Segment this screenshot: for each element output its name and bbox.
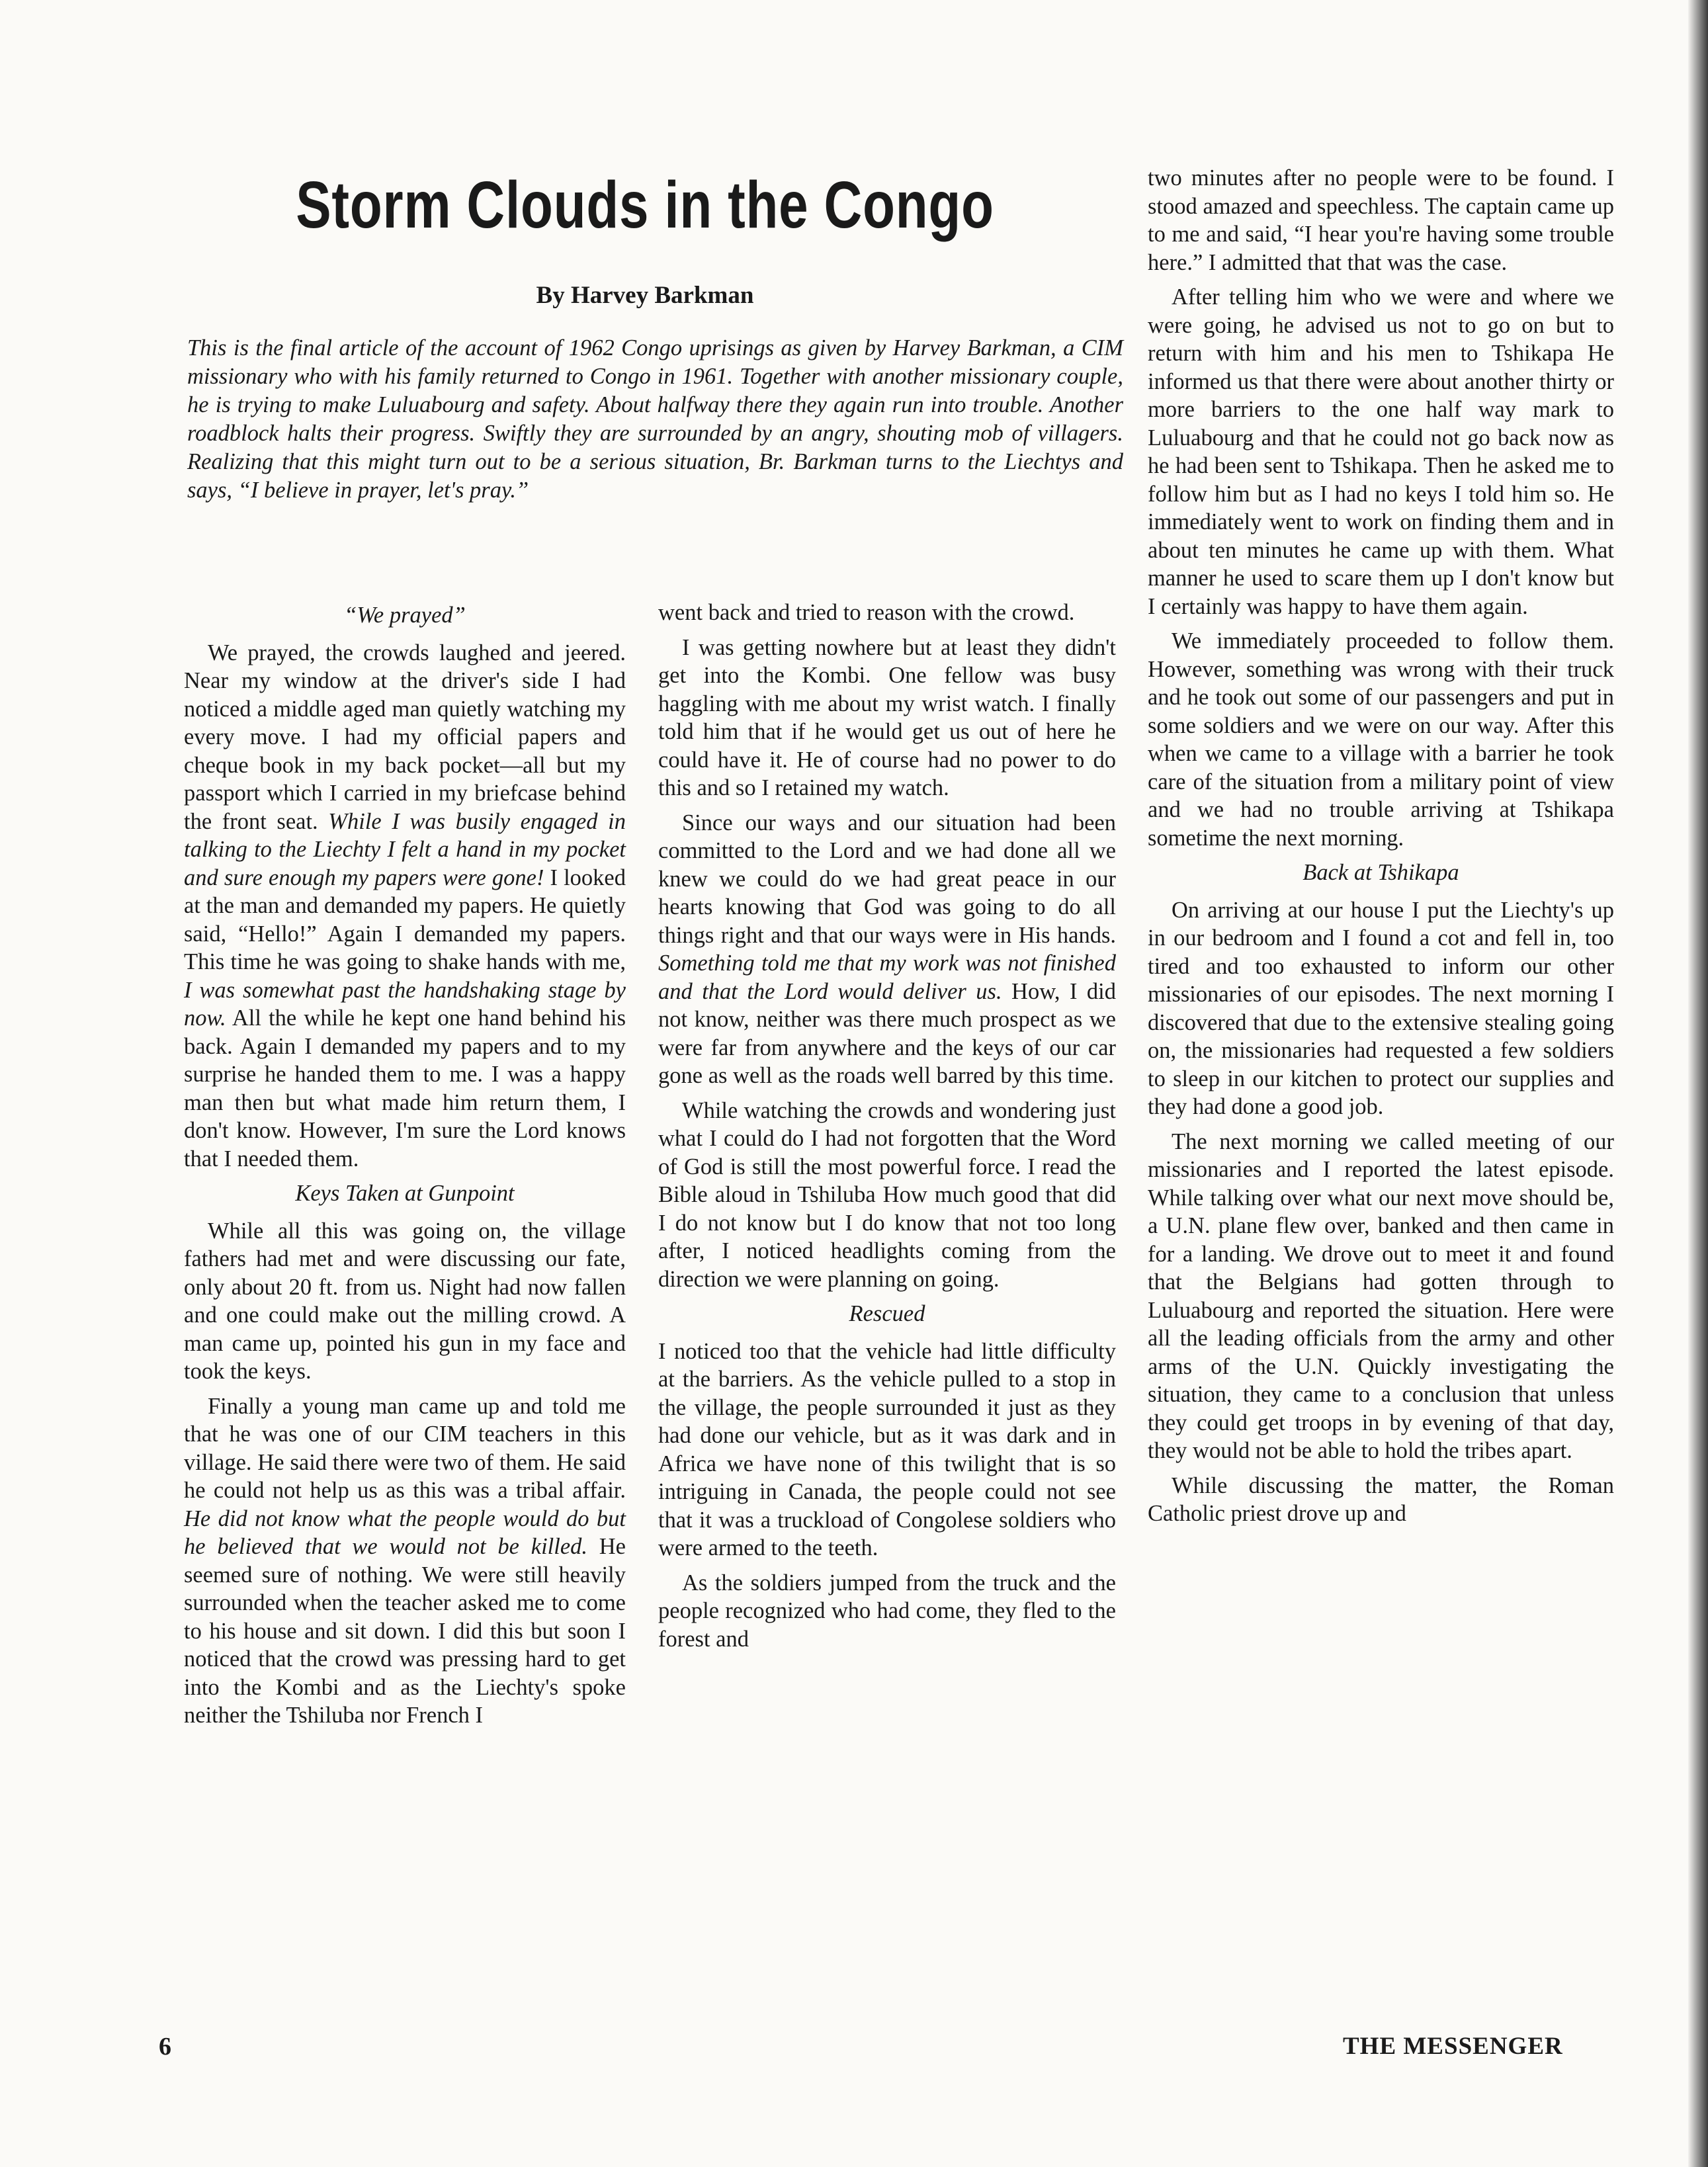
paragraph <box>658 809 1116 1090</box>
paragraph: After telling him who we were and where we were going, he advised us not to go on but to return with him and his men to Tshikapa He informed us that there were about another thirty or more barriers to the one half way mark to Luluabourg and that he could not go back now as he had been sent to Tshikapa. Then he asked me to follow him but as I had no keys I told him so. He immediately went to work on finding them and in about ten minutes he came up with them. What manner he used to scare them up I don't know but I certainly was happy to have them again. <box>1148 284 1614 619</box>
subheading-back-at-tshikapa: Back at Tshikapa <box>1302 860 1459 885</box>
paragraph: On arriving at our house I put the Liechty's up in our bedroom and I found a cot and fell in, too tired and too exhausted to inform our other missionaries of our episodes. The next morning I discovered that due to the extensive stealing going on, the missionaries had requested a few soldiers to sleep in our kitchen to protect our supplies and they had done a good job. <box>1148 897 1614 1119</box>
paragraph: I noticed too that the vehicle had little difficulty at the barriers. As the vehicle pulled to a stop in the village, the people surrounded it just as they had done our vehicle, but as it was dark and in Africa we have none of this twilight that is so intriguing in Canada, the people could not see that it was a truckload of Congolese soldiers who were armed to the teeth. <box>658 1338 1116 1560</box>
paragraph: While discussing the matter, the Roman Catholic priest drove up and <box>1148 1472 1614 1526</box>
text-run-italic: He did not know what the people would do but he believed that we would not be killed. <box>184 1506 626 1559</box>
paragraph: As the soldiers jumped from the truck and the people recognized who had come, they fled to the forest and <box>658 1570 1116 1652</box>
subheading-we-prayed: “We prayed” <box>344 603 466 628</box>
text-run: Since our ways and our situation had been committed to the Lord and we had done all we knew we could do we had great peace in our hearts knowing that God was going to do all things right and that our ways were in His hands. <box>658 810 1116 948</box>
text-run: How, I did not know, neither was there much prospect as we were far from anywhere and the keys of our car gone as well as the roads well barred by this time. <box>658 978 1116 1088</box>
subheading-keys-taken: Keys Taken at Gunpoint <box>295 1181 515 1206</box>
column-2 <box>658 599 1116 1660</box>
text-run-italic: While I was busily engaged in talking to the Liechty I felt a hand in my pocket and sure enough my papers were gone! <box>184 808 626 890</box>
page-edge-shadow <box>1688 0 1708 2167</box>
paragraph: The next morning we called meeting of our missionaries and I reported the latest episode. While talking over what our next move should be, a U.N. plane flew over, banked and then came in for a landing. We drove out to meet it and found that the Belgians had gotten through to Luluabourg and reported the situation. Here were all the leading officials from the army and other arms of the U.N. Quickly investigating the situation, they came to a conclusion that unless they could get troops in by evening of that day, they would not be able to hold the tribes apart. <box>1148 1128 1614 1463</box>
article-intro: This is the final article of the account of 1962 Congo uprisings as given by Harvey Barkman, a CIM missionary who with his family returned to Congo in 1961. Together with another missionary couple, he is trying to make Luluabourg and safety. About halfway there they again run into trouble. Another roadblock halts their progress. Swiftly they are surrounded by an angry, shouting mob of villagers. Realizing that this might turn out to be a serious situation, Br. Barkman turns to the Liechtys and says, “I believe in prayer, let's pray.” <box>187 335 1123 503</box>
text-run: We prayed, the crowds laughed and jeered. Near my window at the driver's side I had noticed a middle aged man quietly watching my every move. I had my official papers and cheque book in my back pocket—all but my passport which I carried in my briefcase behind the front seat. <box>184 640 626 834</box>
article-byline: By Harvey Barkman <box>536 282 754 309</box>
column-1 <box>184 599 626 1736</box>
paragraph <box>184 1392 626 1730</box>
paragraph: While all this was going on, the village fathers had met and were discussing our fate, only about 20 ft. from us. Night had now fallen and one could make out the milling crowd. A man came up, pointed his gun in my face and took the keys. <box>184 1218 626 1384</box>
paragraph <box>184 639 626 1173</box>
paragraph: went back and tried to reason with the crowd. <box>658 600 1075 625</box>
magazine-name: THE MESSENGER <box>1343 2033 1563 2060</box>
paragraph: I was getting nowhere but at least they didn't get into the Kombi. One fellow was busy haggling with me about my wrist watch. I finally told him that if he would get us out of here he could have it. He of course had no power to do this and so I retained my watch. <box>658 634 1116 800</box>
text-run: Finally a young man came up and told me that he was one of our CIM teachers in this village. He said there were two of them. He said he could not help us as this was a tribal affair. <box>184 1393 626 1503</box>
paragraph: We immediately proceeded to follow them. However, something was wrong with their truck and he took out some of our passengers and put in some soldiers and we were on our way. After this when we came to a village with a barrier he took care of the situation from a military point of view and we had no trouble arriving at Tshikapa sometime the next morning. <box>1148 628 1614 851</box>
subheading-rescued: Rescued <box>849 1301 925 1326</box>
text-run-italic: I was somewhat past the handshaking stage by now. <box>184 977 626 1031</box>
page-number: 6 <box>159 2033 171 2061</box>
text-run: He seemed sure of nothing. We were still heavily surrounded when the teacher asked me to come to his house and sit down. I did this but soon I noticed that the crowd was pressing hard to get into the Kombi and as the Liechty's spoke neither the Tshiluba nor French I <box>184 1534 626 1728</box>
text-run: All the while he kept one hand behind his back. Again I demanded my papers and to my surprise he handed them to me. I was a happy man then but what made him return them, I don't know. However, I'm sure the Lord knows that I needed them. <box>184 1005 626 1171</box>
column-3 <box>1148 164 1614 1535</box>
article-title: Storm Clouds in the Congo <box>296 168 994 242</box>
paragraph: two minutes after no people were to be found. I stood amazed and speechless. The captain came up to me and said, “I hear you're having some trouble here.” I admitted that that was the case. <box>1148 165 1614 275</box>
text-run-italic: Something told me that my work was not finished and that the Lord would deliver us. <box>658 951 1116 1004</box>
paragraph: While watching the crowds and wondering just what I could do I had not forgotten that the Word of God is still the most powerful force. I read the Bible aloud in Tshiluba How much good that did I do not know but I do know that not too long after, I noticed headlights coming from the direction we were planning on going. <box>658 1097 1116 1292</box>
text-run: I looked at the man and demanded my papers. He quietly said, “Hello!” Again I demanded my papers. This time he was going to shake hands with me, <box>184 865 626 974</box>
